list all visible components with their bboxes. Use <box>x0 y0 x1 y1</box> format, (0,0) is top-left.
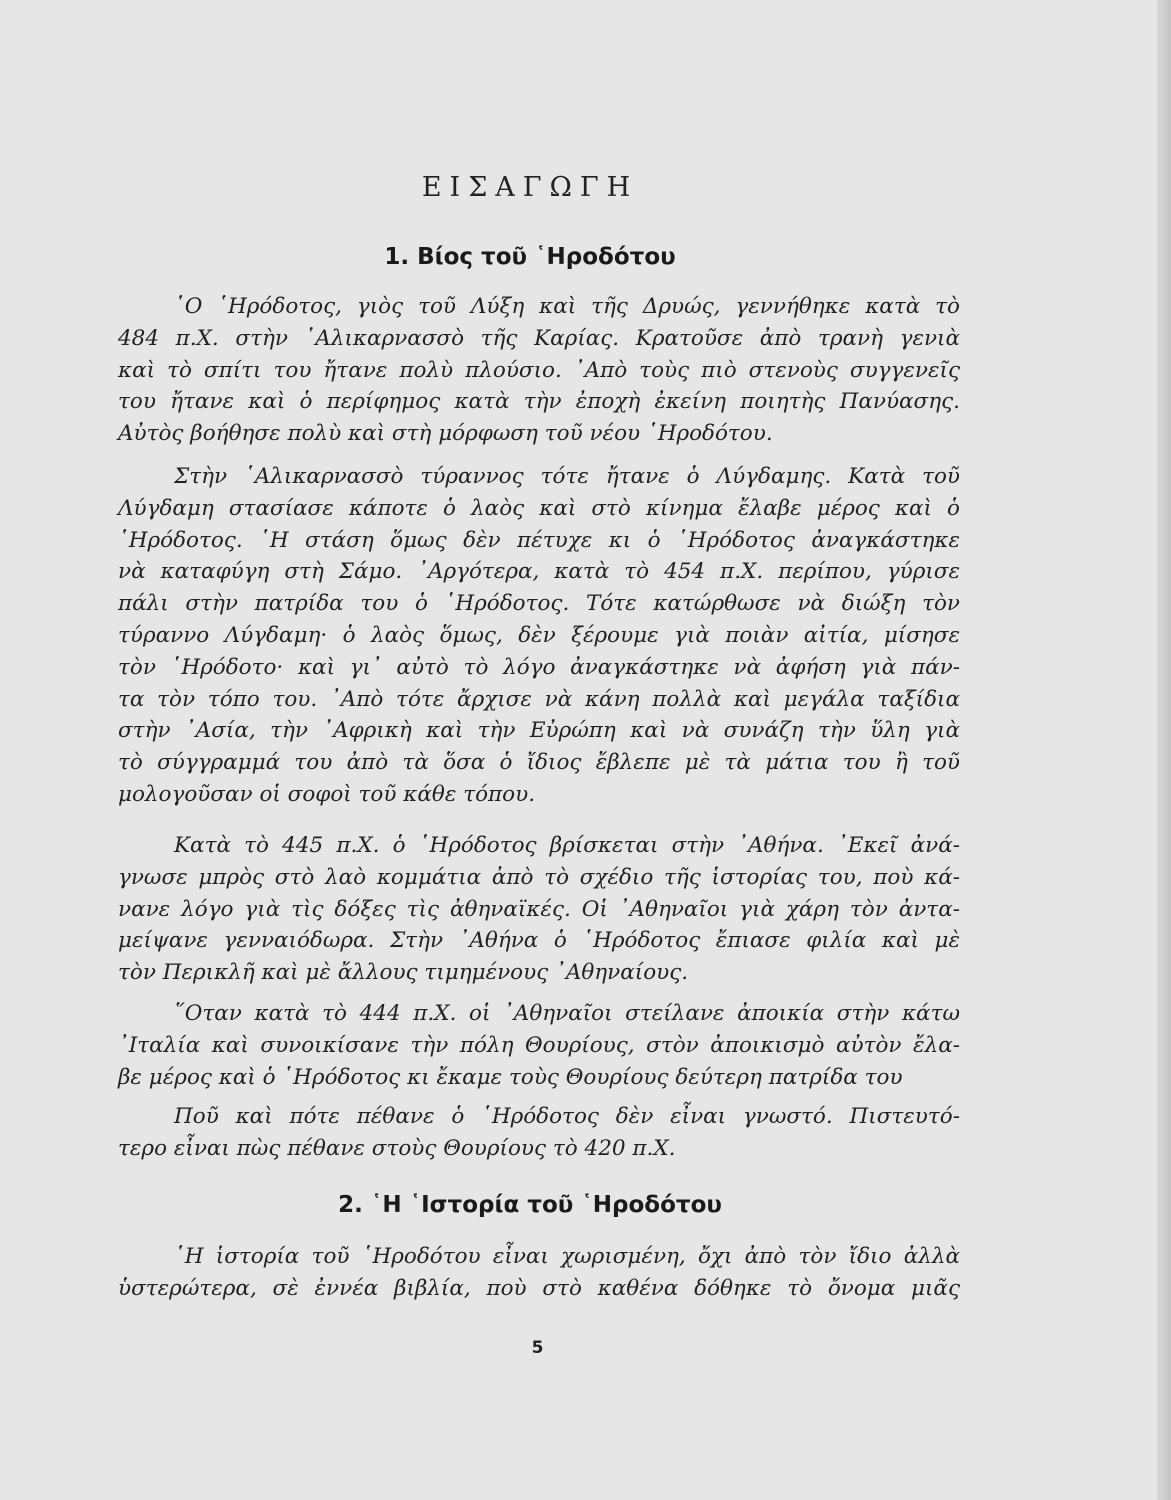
text-line: τὸν ῾Ηρόδοτο· καὶ γι᾿ αὐτὸ τὸ λόγο ἀναγκάστηκε νὰ ἀφήση γιὰ πάν- <box>118 654 960 680</box>
text-line: ῞Οταν κατὰ τὸ 444 π.Χ. οἱ ᾿Αθηναῖοι στείλανε ἀποικία στὴν κάτω <box>174 1001 960 1026</box>
text-line: Λύγδαμη στασίασε κάποτε ὁ λαὸς καὶ στὸ κίνημα ἔλαβε μέρος καὶ ὁ <box>118 495 960 521</box>
text-line: γνωσε μπρὸς στὸ λαὸ κομμάτια ἀπὸ τὸ σχέδιο τῆς ἱστορίας του, ποὺ κά- <box>118 864 960 890</box>
text-line: τύραννο Λύγδαμη· ὁ λαὸς ὅμως, δὲν ξέρουμε γιὰ ποιὰν αἰτία, μίσησε <box>118 622 960 648</box>
text-line: του ἤτανε καὶ ὁ περίφημος κατὰ τὴν ἐποχὴ ἐκείνη ποιητὴς Πανύασης. <box>118 389 960 415</box>
text-line: Αὐτὸς βοήθησε πολὺ καὶ στὴ μόρφωση τοῦ νέου ῾Ηροδότου. <box>118 421 773 447</box>
text-line: ᾿Ιταλία καὶ συνοικίσανε τὴν πόλη Θουρίους, στὸν ἀποικισμὸ αὐτὸν ἔλα- <box>118 1032 960 1058</box>
paragraph <box>118 291 960 450</box>
text-line: 484 π.Χ. στὴν ῾Αλικαρνασσὸ τῆς Καρίας. Κρατοῦσε ἀπὸ τρανὴ γενιὰ <box>118 325 960 351</box>
paragraph <box>118 998 960 1093</box>
text-line: βε μέρος καὶ ὁ ῾Ηρόδοτος κι ἔκαμε τοὺς Θουρίους δεύτερη πατρίδα του <box>118 1064 903 1090</box>
paragraph <box>118 830 960 989</box>
text-line: νανε λόγο γιὰ τὶς δόξες τὶς ἀθηναϊκές. Οἱ ᾿Αθηναῖοι γιὰ χάρη τὸν ἀντα- <box>118 896 960 922</box>
text-line: μολογοῦσαν οἱ σοφοὶ τοῦ κάθε τόπου. <box>118 781 536 807</box>
text-line: νὰ καταφύγη στὴ Σάμο. ᾿Αργότερα, κατὰ τὸ 454 π.Χ. περίπου, γύρισε <box>118 559 960 585</box>
text-line: ῾Ηρόδοτος. ῾Η στάση ὅμως δὲν πέτυχε κι ὁ ῾Ηρόδοτος ἀναγκάστηκε <box>118 527 960 553</box>
text-line: τερο εἶναι πὼς πέθανε στοὺς Θουρίους τὸ 420 π.Χ. <box>118 1135 676 1161</box>
text-line: μείψανε γενναιόδωρα. Στὴν ᾿Αθήνα ὁ ῾Ηρόδοτος ἔπιασε φιλία καὶ μὲ <box>118 928 960 954</box>
text-line: τα τὸν τόπο του. ᾿Απὸ τότε ἄρχισε νὰ κάνη πολλὰ καὶ μεγάλα ταξίδια <box>118 686 960 712</box>
page-edge-shadow <box>1157 0 1171 1500</box>
text-line: πάλι στὴν πατρίδα του ὁ ῾Ηρόδοτος. Τότε κατώρθωσε νὰ διώξη τὸν <box>118 591 960 617</box>
text-line: Ποῦ καὶ πότε πέθανε ὁ ῾Ηρόδοτος δὲν εἶναι γνωστό. Πιστευτό- <box>174 1104 960 1129</box>
text-line: ῾Ο ῾Ηρόδοτος, γιὸς τοῦ Λύξη καὶ τῆς Δρυώς, γεννήθηκε κατὰ τὸ <box>174 294 960 319</box>
paragraph <box>118 1101 960 1165</box>
text-line: στὴν ᾿Ασία, τὴν ᾿Αφρικὴ καὶ τὴν Εὐρώπη καὶ νὰ συνάζη τὴν ὕλη γιὰ <box>118 718 960 744</box>
section-heading-bios: 1. Βίος τοῦ ῾Ηροδότου <box>384 244 676 270</box>
text-line: τὸν Περικλῆ καὶ μὲ ἄλλους τιμημένους ᾿Αθηναίους. <box>118 960 689 986</box>
page-number: 5 <box>531 1338 544 1358</box>
text-line: Στὴν ῾Αλικαρνασσὸ τύραννος τότε ἤτανε ὁ Λύγδαμης. Κατὰ τοῦ <box>174 464 960 489</box>
text-line: καὶ τὸ σπίτι του ἤτανε πολὺ πλούσιο. ᾿Απὸ τοὺς πιὸ στενοὺς συγγενεῖς <box>118 357 960 383</box>
page-title: ΕΙΣΑΓΩΓΗ <box>421 172 639 203</box>
text-line: ὑστερώτερα, σὲ ἐννέα βιβλία, ποὺ στὸ καθένα δόθηκε τὸ ὄνομα μιᾶς <box>118 1275 960 1301</box>
section-heading-istoria: 2. ῾Η ῾Ιστορία τοῦ ῾Ηροδότου <box>338 1192 722 1218</box>
text-line: ῾Η ἱστορία τοῦ ῾Ηροδότου εἶναι χωρισμένη, ὄχι ἀπὸ τὸν ἴδιο ἀλλὰ <box>174 1244 960 1269</box>
paragraph <box>118 1241 960 1305</box>
text-line: τὸ σύγγραμμά του ἀπὸ τὰ ὅσα ὁ ἴδιος ἔβλεπε μὲ τὰ μάτια του ἢ τοῦ <box>118 750 960 776</box>
text-line: Κατὰ τὸ 445 π.Χ. ὁ ῾Ηρόδοτος βρίσκεται στὴν ᾿Αθήνα. ᾿Εκεῖ ἀνά- <box>174 833 960 858</box>
paragraph <box>118 461 960 811</box>
